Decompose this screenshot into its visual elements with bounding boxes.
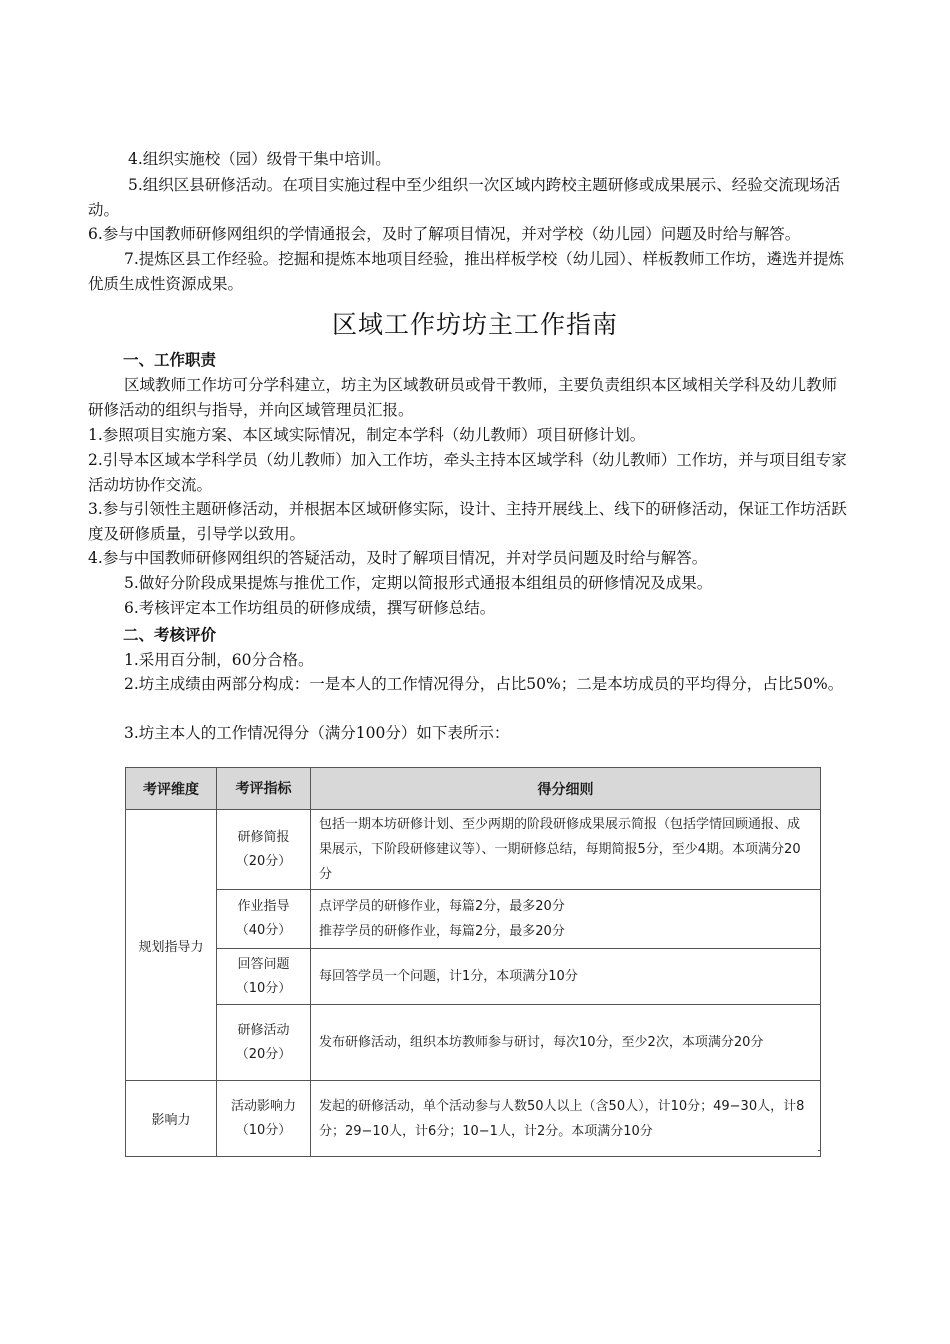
indicator-cell (217, 1081, 311, 1157)
dimension-cell: 影响力 (126, 1081, 217, 1157)
section-heading-evaluation: 二、考核评价 (123, 626, 217, 644)
document-title: 区域工作坊坊主工作指南 (331, 310, 618, 339)
section-heading-duties: 一、工作职责 (123, 351, 217, 369)
indicator-label: 作业指导 (237, 899, 290, 914)
indicator-points: （40分） (235, 923, 292, 938)
details-cell (311, 890, 821, 949)
paragraph-item-7: 7.提炼区县工作经验。挖掘和提炼本地项目经验，推出样板学校（幼儿园）、样板教师工作坊，遴选并提炼优质生成性资源成果。 (88, 250, 845, 293)
table-header-row (126, 768, 821, 810)
header-details: 得分细则 (311, 768, 821, 810)
detail-line: 发布研修活动，组织本坊教师参与研讨，每次10分，至少2次，本项满分20分 (319, 1035, 764, 1050)
header-dimension: 考评维度 (126, 768, 217, 810)
duty-item-5: 5.做好分阶段成果提炼与推优工作，定期以简报形式通报本组组员的研修情况及成果。 (124, 574, 713, 592)
duty-item-6: 6.考核评定本工作坊组员的研修成绩，撰写研修总结。 (124, 599, 496, 617)
details-cell (311, 810, 821, 890)
eval-item-3: 3.坊主本人的工作情况得分（满分100分）如下表所示： (124, 724, 510, 742)
indicator-cell (217, 810, 311, 890)
details-cell (311, 1005, 821, 1081)
duty-item-2: 2.引导本区域本学科学员（幼儿教师）加入工作坊，牵头主持本区域学科（幼儿教师）工作坊，并与项目组专家活动坊协作交流。 (88, 451, 847, 494)
detail-line: 发起的研修活动，单个活动参与人数50人以上（含50人），计10分；49−30人，计8分；29−10人，计6分；10−1人，计2分。本项满分10分 (319, 1098, 805, 1139)
details-cell (311, 1081, 821, 1157)
indicator-label: 回答问题 (237, 956, 290, 972)
indicator-points: （10分） (235, 980, 292, 996)
details-cell (311, 949, 821, 1005)
indicator-cell (217, 949, 311, 1005)
duty-item-1: 1.参照项目实施方案、本区域实际情况，制定本学科（幼儿教师）项目研修计划。 (88, 426, 646, 444)
indicator-label: 研修简报 (237, 829, 290, 845)
duty-item-4: 4.参与中国教师研修网组织的答疑活动，及时了解项目情况，并对学员问题及时给与解答。 (88, 549, 708, 567)
indicator-cell (217, 1005, 311, 1081)
detail-line: 包括一期本坊研修计划、至少两期的阶段研修成果展示简报（包括学情回顾通报、成果展示，下阶段研修建议等）、一期研修总结，每期简报5分，至少4期。本项满分20分 (319, 817, 801, 882)
detail-line: 每回答学员一个问题，计1分，本项满分10分 (319, 969, 578, 984)
indicator-points: （20分） (235, 1046, 292, 1062)
duties-intro: 区域教师工作坊可分学科建立，坊主为区域教研员或骨干教师，主要负责组织本区域相关学科及幼儿教师研修活动的组织与指导，并向区域管理员汇报。 (88, 376, 838, 419)
paragraph-item-4: 4.组织实施校（园）级骨干集中培训。 (128, 150, 391, 168)
indicator-label: 研修活动 (237, 1022, 290, 1038)
dimension-cell: 规划指导力 (126, 810, 217, 1081)
header-indicator: 考评指标 (217, 768, 311, 810)
paragraph-item-5: 5.组织区县研修活动。在项目实施过程中至少组织一次区域内跨校主题研修或成果展示、经验交流现场活动。 (88, 176, 841, 219)
paragraph-item-6: 6.参与中国教师研修网组织的学情通报会，及时了解项目情况，并对学校（幼儿园）问题及时给与解答。 (88, 225, 801, 243)
duty-item-3: 3.参与引领性主题研修活动，并根据本区域研修实际，设计、主持开展线上、线下的研修活动，保证工作坊活跃度及研修质量，引导学以致用。 (88, 500, 847, 543)
indicator-points: （20分） (235, 853, 292, 869)
table-row (126, 949, 821, 1005)
table-row (126, 890, 821, 949)
table-row (126, 1005, 821, 1081)
indicator-cell (217, 890, 311, 949)
indicator-label: 活动影响力 (230, 1098, 296, 1114)
table-row (126, 1081, 821, 1157)
scoring-table (125, 767, 821, 1157)
table-edge-mark (818, 1150, 821, 1151)
eval-item-2: 2.坊主成绩由两部分构成：一是本人的工作情况得分，占比50%；二是本坊成员的平均得分，占比50%。 (124, 675, 844, 693)
detail-line: 推荐学员的研修作业，每篇2分，最多20分 (319, 924, 565, 939)
detail-line: 点评学员的研修作业，每篇2分，最多20分 (319, 899, 565, 914)
indicator-points: （10分） (235, 1122, 292, 1138)
eval-item-1: 1.采用百分制，60分合格。 (124, 651, 314, 669)
table-row (126, 810, 821, 890)
